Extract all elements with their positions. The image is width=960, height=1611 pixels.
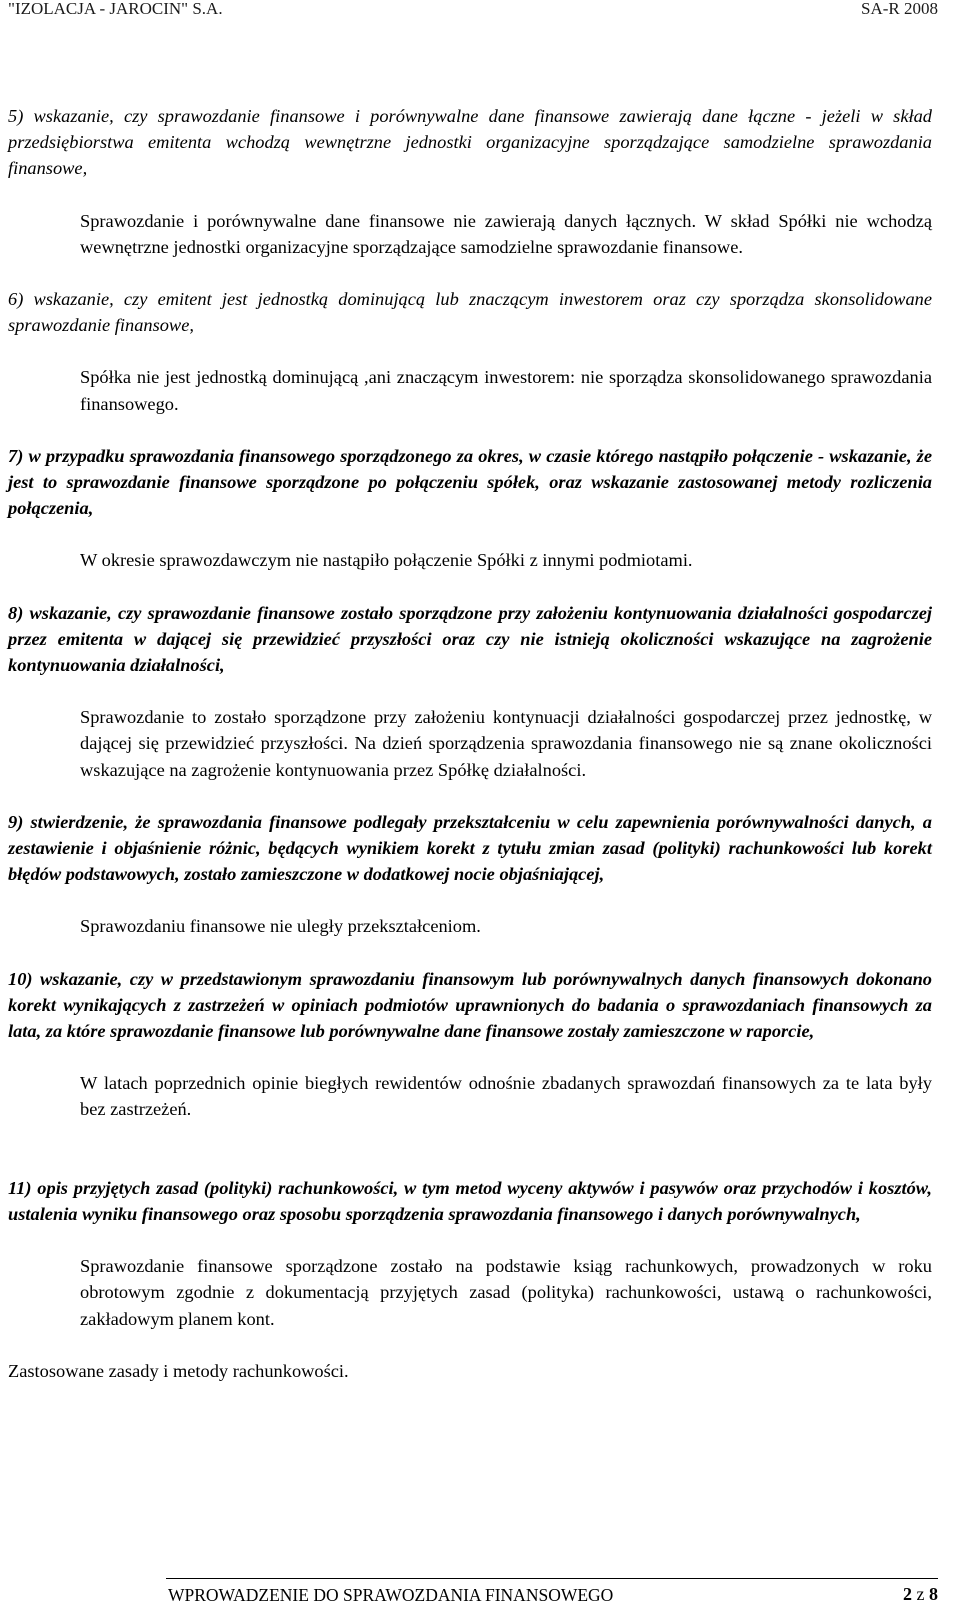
answer-10: W latach poprzednich opinie biegłych rewidentów odnośnie zbadanych sprawozdań finansowych za te lata były bez zastrzeżeń. bbox=[80, 1073, 932, 1120]
answer-11: Sprawozdanie finansowe sporządzone zostało na podstawie ksiąg rachunkowych, prowadzonych w roku obrotowym zgodnie z dokumentacją przyjętych zasad (polityka) rachunkowości, ustawą o rachunkowości, zakładowym planem kont. bbox=[80, 1256, 932, 1329]
page-footer bbox=[0, 1578, 960, 1608]
report-code: SA-R 2008 bbox=[861, 0, 938, 18]
answer-9: Sprawozdaniu finansowe nie uległy przekształceniom. bbox=[80, 916, 481, 937]
document-body bbox=[8, 103, 932, 1384]
answer-8: Sprawozdanie to zostało sporządzone przy założeniu kontynuacji działalności gospodarczej przez jednostkę, w dającej się przewidzieć przyszłości. Na dzień sporządzenia sprawozdania finansowego nie są znane okoliczności wskazujące na zagrożenie kontynuowania przez Spółkę działalności. bbox=[80, 707, 932, 780]
total-pages: 8 bbox=[929, 1584, 938, 1604]
company-name: "IZOLACJA - JAROCIN" S.A. bbox=[8, 0, 223, 18]
answer-6: Spółka nie jest jednostką dominującą ,ani znaczącym inwestorem: nie sporządza skonsolidowanego sprawozdania finansowego. bbox=[80, 367, 932, 414]
answer-5: Sprawozdanie i porównywalne dane finansowe nie zawierają danych łącznych. W skład Spółki nie wchodzą wewnętrzne jednostki organizacyjne sporządzające samodzielne sprawozdanie finansowe. bbox=[80, 210, 932, 257]
question-9: 9) stwierdzenie, że sprawozdania finansowe podlegały przekształceniu w celu zapewnienia porównywalności danych, a zestawienie i objaśnienie różnic, będących wynikiem korekt z tytułu zmian zasad (polityki) rachunkowości lub korekt błędów podstawowych, zostało zamieszczone w dodatkowej nocie objaśniającej, bbox=[8, 811, 932, 885]
footer-title: WPROWADZENIE DO SPRAWOZDANIA FINANSOWEGO bbox=[168, 1585, 614, 1605]
question-5: 5) wskazanie, czy sprawozdanie finansowe i porównywalne dane finansowe zawierają dane łączne - jeżeli w skład przedsiębiorstwa emitenta wchodzą wewnętrzne jednostki organizacyjne sporządzające samodzielne sprawozdania finansowe, bbox=[8, 106, 932, 179]
closing-line: Zastosowane zasady i metody rachunkowości. bbox=[8, 1360, 349, 1381]
question-11: 11) opis przyjętych zasad (polityki) rachunkowości, w tym metod wyceny aktywów i pasywów oraz przychodów i kosztów, ustalenia wyniku finansowego oraz sposobu sporządzenia sprawozdania finansowego i danych porównywalnych, bbox=[8, 1177, 932, 1224]
question-6: 6) wskazanie, czy emitent jest jednostką dominującą lub znaczącym inwestorem oraz czy sporządza skonsolidowane sprawozdanie finansowe, bbox=[8, 289, 932, 336]
footer-rule bbox=[166, 1578, 938, 1579]
question-10: 10) wskazanie, czy w przedstawionym sprawozdaniu finansowym lub porównywalnych danych finansowych dokonano korekt wynikających z zastrzeżeń w opiniach podmiotów uprawnionych do badania o sprawozdaniach finansowych za lata, za które sprawozdanie finansowe lub porównywalne dane finansowe zostały zamieszczone w raporcie, bbox=[8, 968, 932, 1042]
question-8: 8) wskazanie, czy sprawozdanie finansowe zostało sporządzone przy założeniu kontynuowania działalności gospodarczej przez emitenta w dającej się przewidzieć przyszłości oraz czy nie istnieją okoliczności wskazujące na zagrożenie kontynuowania działalności, bbox=[8, 602, 932, 676]
page-header bbox=[0, 0, 960, 18]
page-of: z bbox=[916, 1584, 925, 1604]
answer-7: W okresie sprawozdawczym nie nastąpiło połączenie Spółki z innymi podmiotami. bbox=[80, 550, 693, 571]
current-page: 2 bbox=[903, 1584, 912, 1604]
page-number bbox=[903, 1584, 938, 1605]
question-7: 7) w przypadku sprawozdania finansowego sporządzonego za okres, w czasie którego nastąpiło połączenie - wskazanie, że jest to sprawozdanie finansowe sporządzone po połączeniu spółek, oraz wskazanie zastosowanej metody rozliczenia połączenia, bbox=[8, 445, 932, 519]
